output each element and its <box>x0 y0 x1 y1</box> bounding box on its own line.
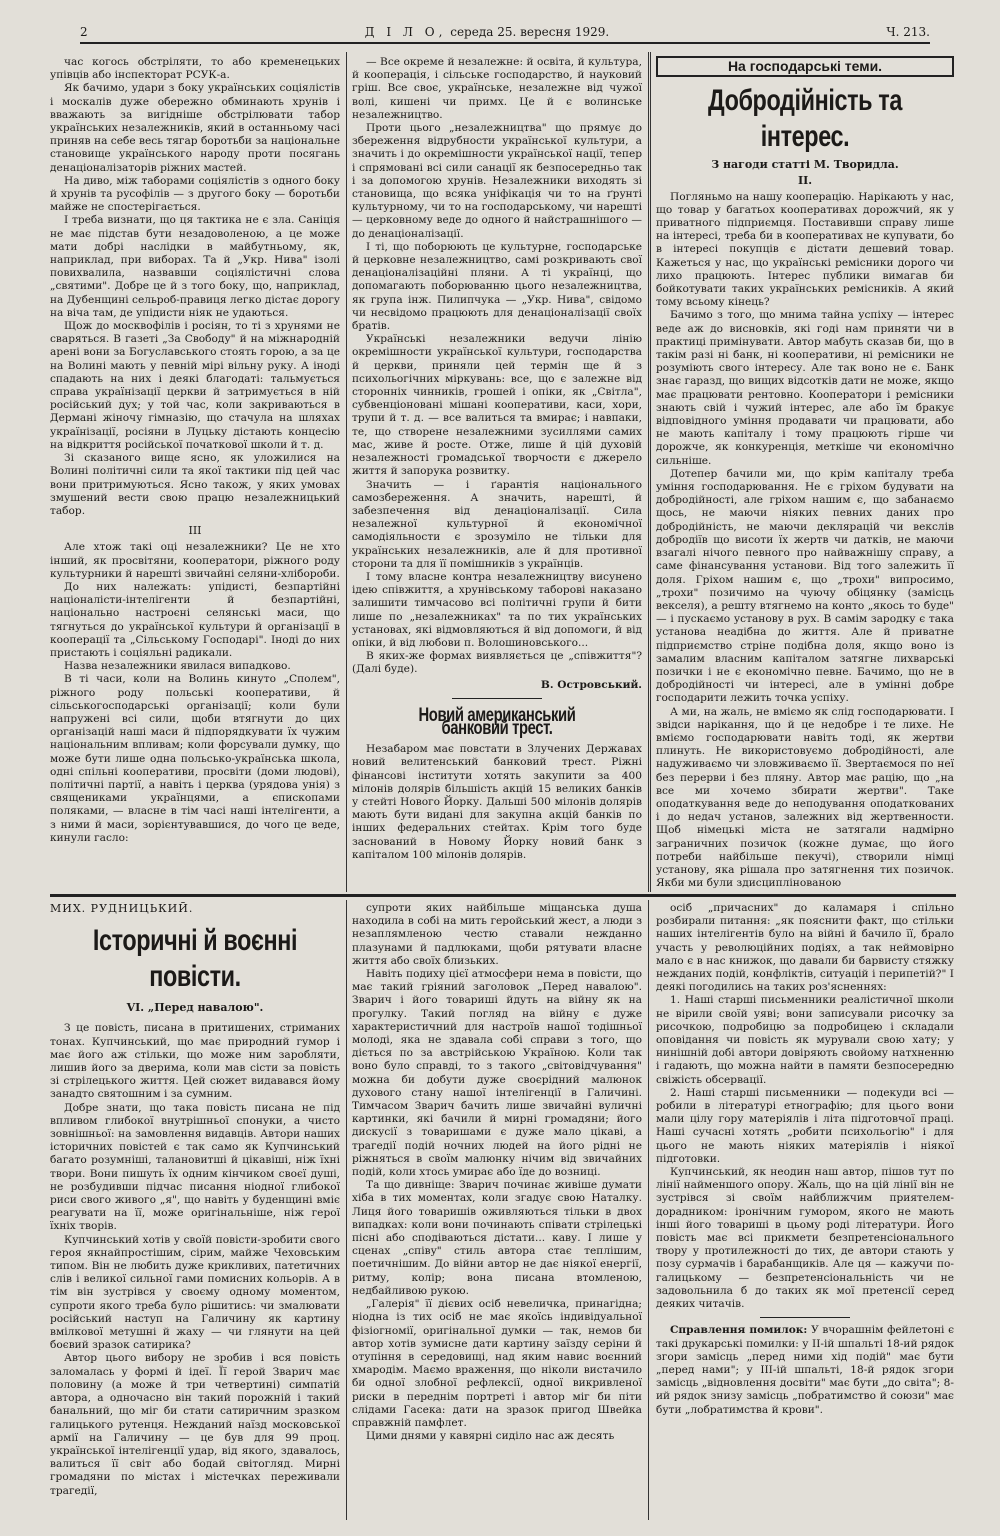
corrections-note <box>656 1324 954 1416</box>
article-title: Добродійність та інтерес. <box>708 84 902 154</box>
paragraph: До них належать: упідисті, безпартійні націоналісти-інтелігенти й безпартійні, національно настроєні селянські маси, що тягнуться до української культури й організації в кооперації та „Сільському Господарі". Іноді до них пристають і соціяльні радикали. <box>50 580 340 659</box>
article-signature: В. Островський. <box>540 678 642 691</box>
short-divider <box>760 1317 850 1318</box>
bottom-col3-text <box>656 902 954 1311</box>
paragraph: Добре знати, що така повість писана не під впливом глибокої внутрішньої спонуки, а чисто зовнішньої: на замовлення видавців. Автори наших історичних повістей є так само як Купчинський багато розумніші, талановитші й цікавіші, ніж їхні твори. Вони пишуть їх одним кінчиком своєї душі, не розбудивши підчас писання ніодної глибокої риси свого живого „я", що навіть у буденщині вміє реагувати на її, може оригінальніше, ніж герої їхніх творів. <box>50 1101 340 1233</box>
feuilleton-title: Історичні й воєнні повісти. <box>92 924 298 994</box>
paragraph: Купчинський хотів у своїй повісти-зробити свого героя якнайпростішим, сірим, майже Чеховським типом. Він не любить дуже крикливих, патетичних слів і великої сильної гами помисних кольорів. А в тім він зустрівся у своєму одному моментом, супроти якого треба було рішитись: чи змалювати російський наступ на Галичину як картину вмілкової метушні й жаху — чи глянути на цей боєвий зразок сатирика? <box>50 1233 340 1352</box>
col1-part1 <box>50 56 340 518</box>
column-divider <box>346 900 347 1520</box>
header-rule <box>80 42 930 44</box>
paragraph: Зі сказаного вище ясно, як уложилися на Волині політичні сили та якої тактики під цей час вони притримуються. Ясно також, у яких умовах змушений вести свою працю незалежницький табор. <box>50 452 340 517</box>
paragraph: А ми, на жаль, не вміємо як слід господарювати. І звідси нарікання, що й це недобре і те лихе. Не вміємо господарювати навіть тоді, як жертви плинуть. Не використовуємо добродійності, але надуживаємо чи зловживаємо її. Звертаємося по неї без перерви і без пляну. Автор має рацію, що „на все ми хочемо збирати жертви". Таке оподаткування веде до неподування оподаткованих і до недач установ, залежних від жертвенности. Щоб німецькі міста не затягали надмірно заграничних позичок (кожне думає, що його потреби найбільше пекучі), створили німці установу, яка рішала про затягнення тих позичок. Якби ми були здисциплінованою <box>656 705 954 890</box>
paragraph: Купчинський, як неодин наш автор, пішов тут по лінії найменшого опору. Жаль, що на цій лінії він не зустрівся зі своїм найближчим приятелем-дорадником: іронічним гумором, якого не мають інші його товариші в цьому роді літератури. Його повість має всі прикмети безпретенсіонального твору у протилежності до тих, де автори стають у позу сурмачів і барабанщиків. Але ця — кажучи по-галицькому — безпретенсіональність чи не задовольнила б до таких як мої претенсії серед деяких читачів. <box>656 1166 954 1311</box>
paragraph: Проти цього „незалежництва" що прямує до збереження відрубности української культури, а значить і до окремішности української нації, тепер і спрямовані всі сили санації як безпосередньо так і за допомогою хрунів. Незалежники виходять зі становища, що всяка уніфікація чи то на ґрунті культурному, чи то на господарському, чи нарешті — церковному веде до одного й найстрашнішого — до денаціоналізації. <box>352 122 642 240</box>
paragraph: І тому власне контра незалежництву висунено ідею співжиття, а хрунівському таборові наказано залишити тимчасово всі політичні групи й бити лише по „незалежниках" та по тих українських установах, які відмовляються й від допомоги, й від опіки, й від любови п. Волошиновського... <box>352 570 642 649</box>
corrections-text: У вчорашнім фейлетоні є такі друкарські помилки: у ІІ-ій шпальті 18-ий рядок згори замісць „перед ними хід подій" має бути „перед нами"; у ІІІ-ій шпальті, 18-й рядок згори замісць „відновлення досвіти" має бути „до світа"; 8-ий рядок знизу замісць „побратимство й союзи" має бути „лобратимства й крови". <box>656 1324 954 1416</box>
corrections-title: Справлення помилок: <box>670 1324 808 1337</box>
column-divider <box>648 900 649 1520</box>
paragraph: супроти яких найбільше міщанська душа находила в собі на мить геройський жест, а люди з незаплямленою честю ставали нежданно плазунами й падлюками, щоби рятувати власне життя або своїх близьких. <box>352 902 642 967</box>
rubric-heading: На господарські теми. <box>656 56 954 77</box>
bottom-col2-text <box>352 902 642 1443</box>
section-number: III <box>188 524 202 538</box>
paragraph: „Галерія" її дієвих осіб невеличка, принагідна; ніодна із тих осіб не має якоїсь індивідуальної фізіогномії, оригінальної думки — так, немов би автор хотів зумисне дати картину заїзду серіни й отупіння в середовищі, над яким навис воєнний хмародім. Маємо враження, що ніколи вистачило би одної злобної рефлексії, одної викривленої риски в переднім портреті і автор міг би піти слідами Гасека: дати на зразок пригод Швейка справжній памфлет. <box>352 1298 642 1429</box>
top-column-1 <box>50 56 340 891</box>
paragraph: З це повість, писана в притишених, стриманих тонах. Купчинський, що має природний гумор і має його аж стільки, що може ним заробляти, лишив його за дверима, коли мав сісти за повість зі стрілецького життя. Цей сюжет видавався йому занадто святошним і за сумним. <box>50 1022 340 1101</box>
bank-trust-text: Незабаром має повстати в Злучених Державах новий велитенський банковий трест. Ріжні фінансові інститути хотять закупити за 400 мілонів долярів більшість акцій 15 великих банків у стейті Нового Йорку. Дальші 500 мілонів долярів мають бути видані для закупна акцій банків по інших федеральних стейтах. Крім того буде заснований в Новому Йорку новий банк з капіталом 100 мілонів долярів. <box>352 743 642 861</box>
paragraph: Дотепер бачили ми, що крім капіталу треба уміння господарювання. Не є гріхом будувати на добродійності, але гріхом нашим є, що забанаємо щось, не маючи ніяких певних даних про добродійність, не маючи деклярацій чи векслів добродіїв що висоти їх жертв чи датків, не маючи взагалі нічого певного про найважнішу справу, а саме фінансування установи. Від того залежить її доля. Гріхом нашим є, що „трохи" випросимо, „трохи" позичимо на чуючу обіцянку (замісць векселя), а решту втягнемо на конто „якось то буде" — і пускаємо установу в рух. В самім зародку є така установа неадібна до життя. Але й приватне підприємство стріне подібна доля, якщо воно із замалим власним капіталом затягне лихварські позички і не є економічно певне. Бачимо, що не в добродійності чи інтересі, але в умінні добре господарити лежить точка успіху. <box>656 467 954 705</box>
paragraph: Навіть подиху цієї атмосфери нема в повісти, що має такий гріяний заголовок „Перед навалою". Зварич і його товариші йдуть на війну як на прогулку. Такий погляд на війну є дуже характеристичний для настроїв нашої тодішньої молоді, яка не здавала собі справи з того, що діється по за австрійською Україною. Коли так воно було справді, то з такого „світовідчування" можна би добути дуже своєрідний малюнок духового стану нашої інтелігенції в Галичині. Тимчасом Зварич бачить лише звичайні вуличні картинки, які бачили й мирні громадяни; його дискусії з товаришами є дуже мало цікаві, а трагедії подій ночних людей на його рідні не ріжняться в своїм малюнку нічим від звичайних подій, коли хтось умирає або їде до возниці. <box>352 968 642 1179</box>
article-section: II. <box>797 174 813 188</box>
paragraph: Погляньмо на нашу кооперацію. Нарікають у нас, що товар у багатьох кооперативах дорожчий, як у приватного підприємця. Поставивши справу лише на інтересі, треба би в кооперативах не купувати, бо в інтересі покупців є дістати дешевий товар. Кажеться у нас, що українські ремісники дорого чи лихо працюють. Інтерес публики вимагав би бойкотувати таких українських ремісників. А який тому всьому кінець? <box>656 190 954 309</box>
paragraph: І треба визнати, що ця тактика не є зла. Саніція не має підстав бути незадоволеною, а це може мати добрі наслідки в майбутньому, як, наприклад, при виборах. Та й „Укр. Нива" ізолі повихвалила, назвавши соціялістичні слова „святими". Добре це й з того боку, що, наприклад, на Дубенщині сельроб-правиця легко дістає дорогу на віча там, де упідисти ніяк не удаються. <box>50 214 340 319</box>
page-header <box>80 22 930 42</box>
bottom-column-3 <box>656 902 954 1522</box>
col2-article <box>352 56 642 677</box>
top-column-3 <box>656 56 954 891</box>
issue-date: середа 25. вересня 1929. <box>450 25 610 39</box>
column-divider <box>346 52 347 892</box>
paragraph: Назва незалежники явилася випадково. <box>64 660 291 673</box>
paragraph: 1. Наші старші письменники реалістичної школи не вірили своїй уяві; вони записували рисочку за рисочкою, подробицю за подробицею і складали оповідання чи повість як мурували свою хату; у нинішній добі автори довіряють свойому натхненню і гадають, що можна найти в памяти безпосередню свіжість обсервації. <box>656 994 954 1086</box>
paragraph: На диво, між таборами соціялістів з одного боку й хрунів та русофілів — з другого боку — боротьби майже не спостерігається. <box>50 174 340 214</box>
column-divider-double <box>648 52 651 892</box>
top-column-2 <box>352 56 642 891</box>
newspaper-name: Д І Л О, <box>364 25 447 39</box>
short-divider <box>452 698 542 699</box>
paragraph: Щож до москвофілів і росіян, то ті з хрунями не сваряться. В газеті „За Свободу" й на міжнародній арені вони за Богуславського стоять горою, а за це на Волині мають у певній мірі вільну руку. А іноді спадають на них і деякі благодаті: тальмується справа українізації церкви й затримується в ній російський дух; у той час, коли закриваються в Дермані жіночу гімназію, що стачула на шляхах українізації, росіяни в Луцьку дістають концесію на відкриття російської початкової школи й т. д. <box>50 320 340 451</box>
issue-number: Ч. 213. <box>886 25 930 39</box>
paragraph: Українські незалежники ведучи лінію окремішности української культури, господарства й церкви, приняли цей термін ще й з психольогічних міркувань: все, що є залежне від сторонніх чинників, грошей і опіки, як „Світла", субвенціоновані мішані кооперативи, каси, хори, трупи й т. д. — все валиться та вмирає; і навпаки, те, що створене незалежними зусиллями самих мас, живе й росте. Отже, лише й цій духовій незалежності громадської творчости є джерело життя й запорука розвитку. <box>352 333 642 478</box>
paragraph: В ті часи, коли на Волинь кинуто „Сполем", ріжного роду польські кооперативи, й сільськогосподарські організації; коли були напружені всі сили, щоби втягнути до цих організацій наші маси й підпорядкувати їх чужим національним впливам; коли форсували думку, що може бути лише одна польсько-українська школа, одні спільні кооперативи, просвіти (доми людові), політичні партії, а навіть і церква (урядова унія) з священиками українцями, а єпископами поляками, — власне в тім часі наші інтелігенти, а з ними й маси, зорієнтувавшися, до чого це веде, кинули гасло: <box>50 673 340 844</box>
paragraph: Автор цього вибору не зробив і вся повість заломалась у формі й ідеї. Її герой Зварич має половину (а може й три четвертині) симпатій автора, а одночасно він такий порожній і такий банальний, що міг би стати сатиричним зразком галицького рутенця. Нежданий наїзд московської армії на Галичину — це був для 99 проц. української інтелігенції удар, від якого, здавалось, валиться її світ або бодай світогляд. Мирні громадяни по містах і містечках переживали трагедії, <box>50 1352 340 1497</box>
feuilleton-subtitle: VI. „Перед навалою". <box>126 1001 264 1015</box>
paragraph: Значить — і ґарантія національного самозбереження. А значить, нарешті, й забезпечення від денаціоналізації. Сила незалежної культурної й економічної самодіяльности є зрозуміло не тільки для українських незалежників, але й для противної сторони та для її помішників з українців. <box>352 478 642 570</box>
paragraph: І ті, що поборюють це культурне, господарське й церковне незалежництво, самі розкривають свої денаціоналізаційні пляни. А ті українці, що допомагають поборюванню цього незалежництва, як група інж. Пилипчука — „Укр. Нива", свідомо чи несвідомо працюють для денаціоналізації своїх братів. <box>352 240 642 333</box>
article-subtitle: З нагоди статті М. Творидла. <box>711 158 899 172</box>
bank-trust-title: Новий американський банковий трест. <box>418 704 576 739</box>
page-number: 2 <box>80 25 88 39</box>
paragraph: осіб „причасних" до каламаря і спільно розбирали питання: „як пояснити факт, що стільки наших інтелігентів було на війні й бачило її, брало участь у революційних подіях, а так неймовірно мало є в нас книжок, що давали би барвисту стяжку нежданих подій, конфліктів, ситуацій і перипетій?" І деякі погодились на таких роз'ясненнях: <box>656 902 954 994</box>
paragraph: Бачимо з того, що мнима тайна успіху — інтерес веде аж до висновків, які годі нам приняти чи в практиці примінувати. Автор мабуть сказав би, що в такім разі ні банк, ні кооперативи, ні ремісники не розуміють свого інтересу. Але так воно не є. Банк знає гаразд, що вищих відсотків дати не може, якщо має працювати рентовно. Кооператори і ремісники знають свій і чужий інтерес, але або їм бракує відповідного уміння продавати чи працювати, або не мають капіталу і тому працюють гірше чи дорожче, як конкуренція, меткіше чи економічно сильніше. <box>656 309 954 467</box>
bottom-column-2 <box>352 902 642 1522</box>
paragraph: — Все окреме й незалежне: й освіта, й культура, й кооперація, і сільське господарство, й науковий гріш. Все своє, українське, незалежне від чужої волі, кишені чи примх. Це й є волинське незалежництво. <box>352 56 642 121</box>
paragraph: Та що дивніще: Зварич починає живіше думати хіба в тих моментах, коли згадує свою Наталку. Лиця його товаришів оживляються тільки в двох випадках: коли вони починають співати стрілецькі пісні або сподіваються дістати... каву. І лише у сценах „співу" стиль автора стає теплішим, поетичнішим. До війни автор не дає ніякої енергії, ритму, колір; вона писана втомленою, недбайливою рукою. <box>352 1179 642 1297</box>
paragraph: час когось обстріляти, то або кременецьких упівців або інспекторат РСУК-а. <box>50 56 340 82</box>
bottom-col1-text <box>50 1022 340 1497</box>
col3-article <box>656 191 954 891</box>
paragraph: В яких-же формах виявляється це „співжиття"? (Далі буде). <box>352 650 642 676</box>
paragraph: Але хтож такі оці незалежники? Це не хто інший, як просвітяни, кооператори, ріжного роду культурники й нарешті звичайні селяни-хлібороби. <box>50 541 340 580</box>
col1-part2 <box>50 541 340 845</box>
feuilleton-author: МИХ. РУДНИЦЬКИЙ. <box>50 902 194 915</box>
masthead-line <box>365 25 609 39</box>
paragraph: Як бачимо, удари з боку українських соціялістів і москалів дуже обережно обминають хрунів і вважають за вигідніше обстрілювати табор українських незалежників, який в останньому часі приняв на себе весь тягар боротьби за націонaльне становище українського народу проти посягань денаціоналізаторів ріжних мастей. <box>50 82 340 174</box>
bottom-column-1 <box>50 902 340 1522</box>
feuilleton-rule <box>50 894 956 897</box>
paragraph: 2. Наші старші письменники — подекуди всі — робили в літературі етнографію; для цього вони мали цілу гору матеріялів і літа підготовчої праці. Наші сучасні хотять „робити психольогію" і для цього не мають ніяких матеріялів і ніякої підготовки. <box>656 1086 954 1165</box>
paragraph: Цими днями у кавярні сиділо нас аж десять <box>366 1430 615 1443</box>
